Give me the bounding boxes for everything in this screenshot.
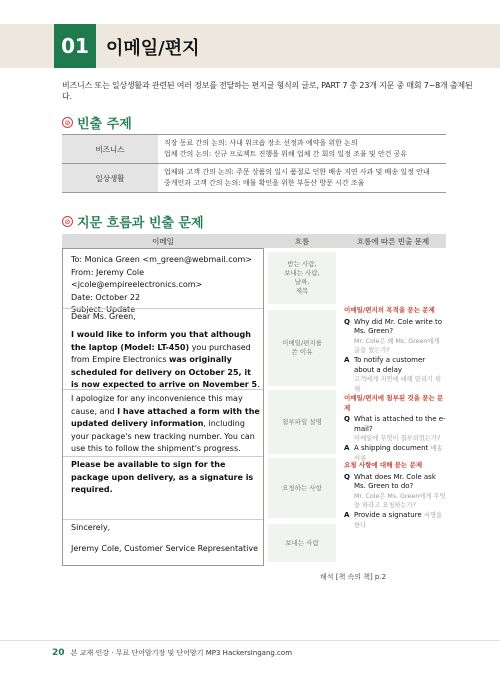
question-block xyxy=(344,306,446,394)
email-date: Date: October 22 xyxy=(71,292,141,302)
topic-description xyxy=(158,135,446,164)
header-questions: 흐름에 따른 빈출 문제 xyxy=(356,237,430,246)
question-type-title: 이메일/편지에 첨부된 것을 묻는 문제 xyxy=(344,394,444,412)
email-emphasis: Please be available to sign for the package upon delivery, as a signature is required. xyxy=(71,460,254,495)
email-text: , including your package's new tracking number. You can use this to follow the shipment's progress. xyxy=(71,419,255,454)
q-label: Q xyxy=(344,317,350,326)
q-label: Q xyxy=(344,415,350,424)
flow-step xyxy=(268,524,336,562)
email-closing: Sincerely, xyxy=(71,523,111,532)
a-label: A xyxy=(344,355,350,364)
topics-title-text: 빈출 주제 xyxy=(77,117,132,132)
answer-translation: 서명을 한다 xyxy=(354,511,443,529)
divider xyxy=(63,389,263,390)
question-translation: Mr. Cole은 왜 Ms. Green에게 글을 썼는가? xyxy=(354,337,440,355)
answer-translation: 고객에게 지연에 대해 알리기 위해 xyxy=(354,376,442,393)
header-email: 이메일 xyxy=(152,237,174,246)
flow-step-label: 보내는 사람 xyxy=(285,538,319,547)
flow-step-label: 받는 사람, 보내는 사람, 날짜, 제목 xyxy=(284,260,320,295)
q-label: Q xyxy=(344,472,350,481)
a-label: A xyxy=(344,510,350,519)
email-box xyxy=(62,248,264,566)
topics-section-title xyxy=(62,113,132,132)
answer-text: To notify a customer about a delay xyxy=(354,355,426,374)
intro-text: 비즈니스 또는 일상생활과 관련된 여러 정보를 전달하는 편지글 형식의 글로, PART 7 총 23개 지문 중 매회 7~8개 출제된다. xyxy=(62,81,473,101)
flow-step-label: 첨부파일 설명 xyxy=(282,417,322,426)
answer-translation: 배송 서류 xyxy=(354,444,443,462)
topic-line: 업체 간의 논의: 신규 프로젝트 진행을 위해 업체 간 회의 일정 조율 및 안건 공유 xyxy=(164,150,408,158)
topic-description xyxy=(158,164,446,193)
answer-line xyxy=(344,356,446,394)
answer-reference: 해석 [책 속의 책] p.2 xyxy=(320,573,387,581)
page-title: 이메일/편지 xyxy=(106,38,200,59)
email-to: To: Monica Green <m_green@webmail.com> xyxy=(71,255,252,264)
question-text: What does Mr. Cole ask Ms. Green to do? xyxy=(354,472,436,491)
answer-line xyxy=(344,511,446,530)
email-subject: Subject: Update xyxy=(71,305,136,315)
header-flow: 흐름 xyxy=(294,237,310,246)
topic-line: 직장 동료 간의 논의: 사내 워크숍 장소 선정과 예약을 위한 논의 xyxy=(164,139,358,147)
email-text: I apologize for any inconvenience this may cause, and xyxy=(71,394,243,416)
flow-table-header xyxy=(62,234,446,248)
divider xyxy=(63,308,263,309)
flow-step xyxy=(268,390,336,454)
topic-line: 중개인과 고객 간의 논의: 매물 확인을 위한 부동산 방문 시간 조율 xyxy=(164,179,365,187)
footer-divider xyxy=(0,640,500,641)
question-block xyxy=(344,461,446,530)
flow-step-label: 이메일/편지를 쓴 이유 xyxy=(282,339,322,356)
email-paragraph-1 xyxy=(71,329,261,392)
email-paragraph-2 xyxy=(71,393,261,456)
email-emphasis: I would like to inform you that although the laptop (Model: LT-450) xyxy=(71,330,251,352)
question-block xyxy=(344,394,446,463)
email-signature: Jeremy Cole, Customer Service Representative xyxy=(71,544,259,553)
question-line xyxy=(344,415,446,444)
question-line xyxy=(344,318,446,356)
divider xyxy=(63,519,263,520)
answer-text: A shipping document xyxy=(354,443,429,452)
email-text: . xyxy=(257,380,260,390)
email-greeting: Dear Ms. Green, xyxy=(71,312,136,321)
topics-table xyxy=(62,134,446,193)
section-number: 01 xyxy=(54,24,96,68)
question-translation: Mr. Cole은 Ms. Green에게 무엇을 하라고 요청하는가? xyxy=(354,492,446,510)
question-type-title: 이메일/편지의 목적을 묻는 문제 xyxy=(344,306,435,314)
flow-title-text: 지문 흐름과 빈출 문제 xyxy=(77,216,204,231)
no-entry-icon: ⊘ xyxy=(62,216,73,227)
flow-column xyxy=(264,248,340,566)
topic-row xyxy=(62,135,446,164)
footer-text: 본 교재 인강 · 무료 단어암기장 및 단어암기 MP3 HackersIngang.com xyxy=(70,649,293,657)
question-type-title: 요청 사항에 대해 묻는 문제 xyxy=(344,461,423,469)
flow-step xyxy=(268,458,336,518)
topic-line: 업체와 고객 간의 논의: 주문 상품의 일시 품절로 인한 배송 지연 사과 및 배송 일정 안내 xyxy=(164,168,430,176)
question-text: Why did Mr. Cole write to Ms. Green? xyxy=(354,317,443,336)
email-emphasis: was originally scheduled for delivery on October 25, it is now expected to arrive on November 5 xyxy=(71,355,258,390)
topic-category: 일상생활 xyxy=(62,164,158,193)
flow-section-title xyxy=(62,212,204,231)
flow-step xyxy=(268,252,336,304)
no-entry-icon: ⊘ xyxy=(62,117,73,128)
page-number: 20 xyxy=(52,648,65,658)
question-translation: 이메일에 무엇이 첨부되었는가? xyxy=(354,435,441,443)
email-emphasis: I have attached a form with the updated delivery information xyxy=(71,406,260,429)
flow-step xyxy=(268,310,336,386)
email-text: you purchased from Empire Electronics xyxy=(71,342,251,365)
answer-text: Provide a signature xyxy=(354,510,422,519)
topic-category: 비즈니스 xyxy=(62,135,158,164)
a-label: A xyxy=(344,443,350,452)
topic-row xyxy=(62,164,446,193)
footer xyxy=(52,648,292,658)
question-line xyxy=(344,473,446,511)
email-from: From: Jeremy Cole <jcole@empireelectronics.com> xyxy=(71,267,203,290)
flow-step-label: 요청하는 사항 xyxy=(282,483,322,492)
divider xyxy=(63,456,263,457)
email-paragraph-3 xyxy=(71,459,261,497)
question-text: What is attached to the e-mail? xyxy=(354,415,446,433)
